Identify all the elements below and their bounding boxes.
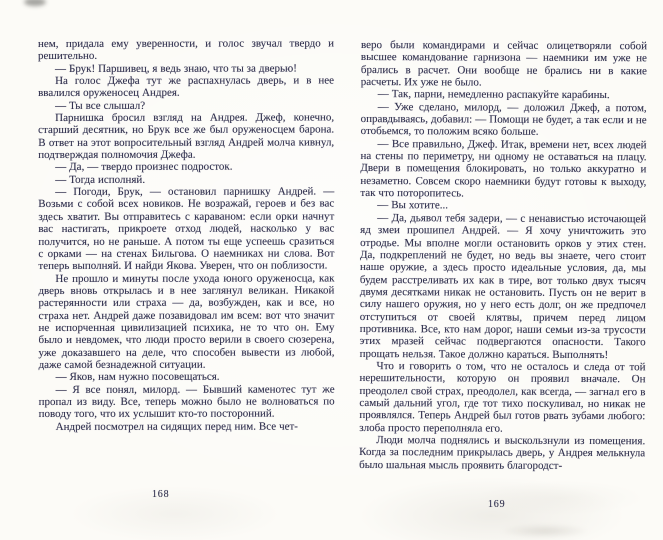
paragraph: — Вы хотите...	[377, 199, 449, 212]
paragraph: Парнишка бросил взгляд на Андрея. Джеф, конечно, старший десятник, но Брук все же был оруженосцем барона. В ответ на этот вопросительный взгляд Андрей молча кивнул, подтверждая полномочия Джефа.	[38, 111, 335, 162]
paragraph: — Да, — твердо произнес подросток.	[55, 161, 233, 174]
paragraph: — Тогда исполняй.	[55, 173, 146, 186]
book-page-right	[359, 39, 647, 472]
paragraph: Что и говорить о том, что не осталось и следа от той нерешительности, которую он проявил вначале. Он преодолел свой страх, преодолел, как всегда, — загнал его в самый дальний угол, где тот тихо поскуливал, но никак не проявлялся. Теперь Андрей был готов рвать зубами любого: злоба просто переполняла его.	[359, 360, 646, 435]
paragraph: — Ты все слышал?	[55, 99, 146, 112]
paragraph: — Да, дьявол тебя задери, — с ненавистью источающей яд змеи прошипел Андрей. — Я хочу уничтожить это отродье. Мы вполне могли остановить орков у этих стен. Да, подкреплений не будет, но ведь вы знаете, чего стоит наше оружие, а здесь просто идеальные условия, да, мы будем расстреливать их как в тире, вот только двух тысяч двумя десятками никак не остановить. Пусть он не верит в силу нашего оружия, но у него есть долг, он же предпочел отступиться от своей клятвы, причем перед лицом противника. Все, кто нам дорог, наши семьи из-за трусости этих мразей сейчас подвергаются опасности. Такого прощать нельзя. Такое должно караться. Выполнять!	[359, 211, 647, 361]
paragraph: — Я все понял, милорд. — Бывший каменотес тут же пропал из виду. Все, теперь можно было не волноваться по поводу того, что их услышит кто-то посторонний.	[38, 383, 335, 421]
paragraph: — Уже сделано, милорд, — доложил Джеф, а потом, оправдываясь, добавил: — Помощи не будет, а так если и не отобьемся, то положим всяко больше.	[360, 100, 647, 139]
paragraph: — Так, парни, немедленно распакуйте карабины.	[377, 88, 610, 102]
paragraph: — Все правильно, Джеф. Итак, времени нет, всех людей на стены по периметру, ни одному не оставаться на плацу. Двери в помещения блокировать, но только аккуратно и незаметно. Совсем скоро наемники будут готовы к выходу, так что поторопитесь.	[360, 137, 647, 200]
scan-artifact-top-smudge	[24, 0, 46, 6]
paragraph: — Погоди, Брук, — остановил парнишку Андрей. — Возьми с собой всех новиков. Не возражай, героев и без вас здесь хватит. Вы отправитесь с караваном: если орки начнут вас настигать, прикроете отход людей, насколько у вас получится, но не раньше. А потом ты еще успеешь сразиться с орками — на стенах Бильгова. О наемниках ни слова. Вот теперь выполняй. И найди Якова. Уверен, что он поблизости.	[38, 185, 335, 273]
paragraph: — Яков, нам нужно посовещаться.	[55, 370, 220, 384]
paragraph: Люди молча поднялись и выскользнули из помещения. Когда за последним прикрылась дверь, у Андрея мелькнула было шальная мысль проявить благородст-	[359, 434, 646, 472]
page-number-left: 168	[152, 489, 170, 500]
paragraph: Андрей посмотрел на сидящих перед ним. Все чет-	[55, 420, 298, 433]
paragraph: Не прошло и минуты после ухода юного оруженосца, как дверь вновь открылась и в нее заглянул великан. Никакой растерянности или страха — да, возбужден, как и все, но страха нет. Андрей даже позавидовал им всем: вот что значит не испорченная цивилизацией психика, не то что он. Ему было и невдомек, что люди просто верили в своего сюзерена, уже доказавшего на деле, что способен вывести из любой, даже самой безнадежной ситуации.	[38, 272, 335, 371]
paragraph: — Брук! Паршивец, я ведь знаю, что ты за дверью!	[55, 62, 297, 75]
page-number-right: 169	[488, 499, 506, 510]
scan-artifact-bottom-smudge	[500, 524, 590, 538]
paragraph: веро были командирами и сейчас олицетворяли собой высшее командование гарнизона — наемники им уже не брались в расчет. Они вообще не брались ни в какие расчеты. Их уже не было.	[360, 39, 647, 89]
book-page-left	[38, 37, 335, 433]
paragraph: На голос Джефа тут же распахнулась дверь, и в нее ввалился оруженосец Андрея.	[38, 74, 335, 100]
paragraph: нем, придала ему уверенности, и голос звучал твердо и решительно.	[38, 37, 335, 63]
